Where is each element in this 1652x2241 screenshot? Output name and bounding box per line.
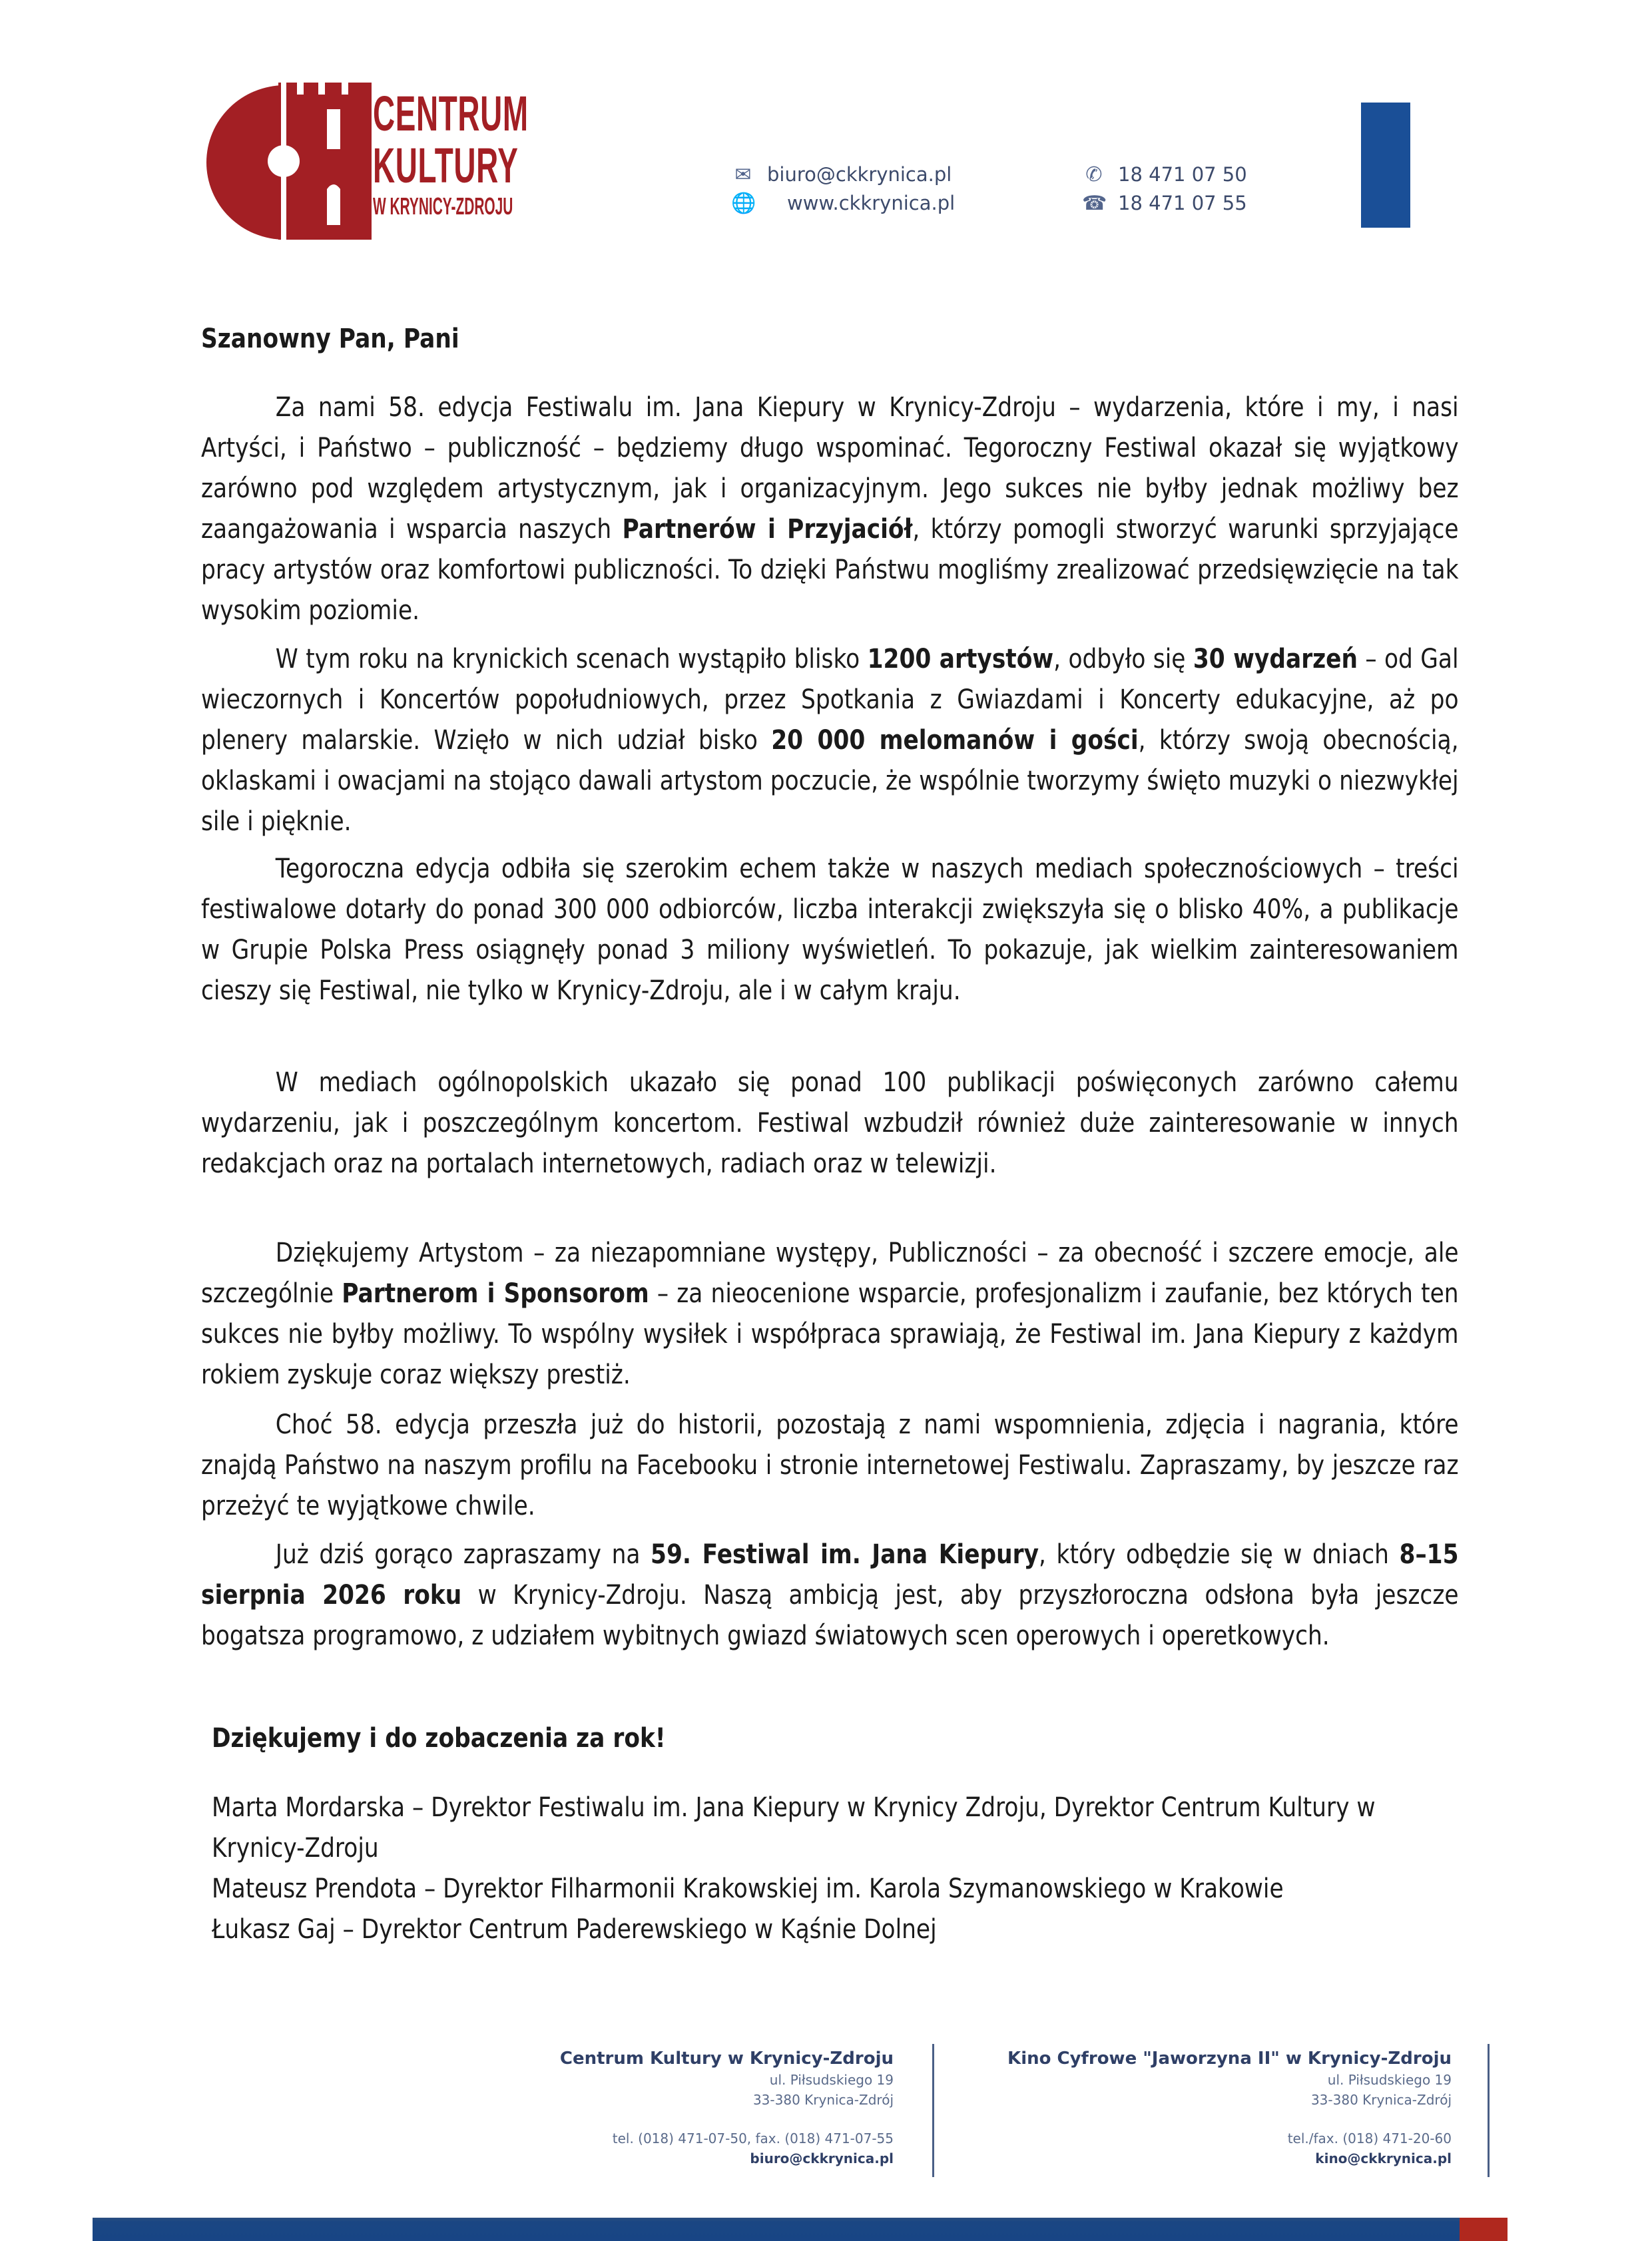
letter-closing: Dziękujemy i do zobaczenia za rok! xyxy=(212,1723,666,1754)
footer-city: 33-380 Krynica-Zdrój xyxy=(1310,2092,1452,2108)
footer-org-name: Centrum Kultury w Krynicy-Zdroju xyxy=(559,2049,894,2069)
footer-bar xyxy=(93,2218,1460,2241)
letter-greeting: Szanowny Pan, Pani xyxy=(201,324,459,354)
paragraph-text: W tym roku na krynickich scenach wystąpiło blisko xyxy=(275,644,868,674)
logo-wordmark xyxy=(373,88,533,221)
paragraph xyxy=(201,1405,1459,1527)
paragraph xyxy=(201,639,1459,842)
emphasis-text: 1200 artystów xyxy=(867,644,1054,674)
envelope-icon: ✉ xyxy=(734,163,752,186)
footer-street: ul. Piłsudskiego 19 xyxy=(769,2072,894,2088)
logo-line-3: W KRYNICY-ZDROJU xyxy=(373,192,513,220)
emphasis-text: 59. Festiwal im. Jana Kiepury xyxy=(651,1539,1039,1570)
header-fax xyxy=(1082,192,1247,215)
footer-email[interactable]: kino@ckkrynica.pl xyxy=(1315,2150,1452,2166)
paragraph-text: – za nieocenione wsparcie, profesjonalizm i zaufanie, bez których ten sukces nie byłby możliwy. To wspólny wysiłek i współpraca sprawiają, że Festiwal im. Jana Kiepury z każdym rokiem zyskuje coraz większy prestiż. xyxy=(201,1278,1459,1390)
header-email[interactable] xyxy=(731,163,952,186)
paragraph-text: Tegoroczna edycja odbiła się szerokim echem także w naszych mediach społecznościowych – treści festiwalowe dotarły do ponad 300 000 odbiorców, liczba interakcji zwiększyła się o blisko 40%, a publikacje w Grupie Polska Press osiągnęły ponad 3 miliony wyświetleń. To pokazuje, jak wielkim zainteresowaniem cieszy się Festiwal, nie tylko w Krynicy-Zdroju, ale i w całym kraju. xyxy=(201,854,1459,1006)
footer-divider xyxy=(932,2044,934,2177)
paragraph xyxy=(201,1063,1459,1184)
header-email-value[interactable]: biuro@ckkrynica.pl xyxy=(767,163,952,186)
footer-phone: tel./fax. (018) 471-20-60 xyxy=(1287,2130,1452,2146)
footer-city: 33-380 Krynica-Zdrój xyxy=(752,2092,894,2108)
ck-krynica-logo xyxy=(205,83,531,242)
paragraph xyxy=(201,387,1459,631)
fax-icon: ☎ xyxy=(1082,192,1107,215)
footer-phone: tel. (018) 471-07-50, fax. (018) 471-07-55 xyxy=(612,2130,894,2146)
header-accent-bar xyxy=(1361,103,1410,228)
header-fax-value: 18 471 07 55 xyxy=(1118,192,1247,214)
footer-email[interactable]: biuro@ckkrynica.pl xyxy=(750,2150,894,2166)
emphasis-text: Partnerom i Sponsorom xyxy=(342,1278,649,1309)
emphasis-text: Partnerów i Przyjaciół xyxy=(622,514,913,545)
emphasis-text: 20 000 melomanów i gości xyxy=(771,725,1139,756)
footer-divider xyxy=(1488,2044,1490,2177)
paragraph xyxy=(201,1233,1459,1395)
paragraph-text: , którzy pomogli stworzyć warunki sprzyjające pracy artystów oraz komfortowi publiczności. To dzięki Państwu mogliśmy zrealizować przedsięwzięcie na tak wysokim poziomie. xyxy=(201,514,1459,626)
logo-line-2: KULTURY xyxy=(373,138,519,193)
header-phone-value: 18 471 07 50 xyxy=(1118,163,1247,186)
paragraph xyxy=(201,1535,1459,1656)
paragraph-text: Za nami 58. edycja Festiwalu im. Jana Kiepury w Krynicy-Zdroju – wydarzenia, które i my, i nasi Artyści, i Państwo – publiczność – będziemy długo wspominać. Tegoroczny Festiwal okazał się wyjątkowy zarówno pod względem artystycznym, jak i organizacyjnym. Jego sukces nie byłby jednak możliwy bez zaangażowania i wsparcia naszych xyxy=(201,392,1459,545)
paragraph-text: , którzy swoją obecnością, oklaskami i owacjami na stojąco dawali artystom poczucie, że wspólnie tworzymy święto muzyki o niezwykłej sile i pięknie. xyxy=(201,725,1459,837)
paragraph-text: W mediach ogólnopolskich ukazało się ponad 100 publikacji poświęconych zarówno całemu wydarzeniu, jak i poszczególnym koncertom. Festiwal wzbudził również duże zainteresowanie w innych redakcjach oraz na portalach internetowych, radiach oraz w telewizji. xyxy=(201,1067,1459,1179)
paragraph-text: Już dziś gorąco zapraszamy na xyxy=(275,1539,651,1570)
footer-bar-accent xyxy=(1460,2218,1508,2241)
footer-block-centrum-kultury xyxy=(533,2047,894,2168)
emphasis-text: 30 wydarzeń xyxy=(1193,644,1358,674)
paragraph-text: Choć 58. edycja przeszła już do historii, pozostają z nami wspomnienia, zdjęcia i nagrania, które znajdą Państwo na naszym profilu na Facebooku i stronie internetowej Festiwalu. Zapraszamy, by jeszcze raz przeżyć te wyjątkowe chwile. xyxy=(201,1409,1459,1521)
globe-icon: 🌐 xyxy=(731,192,756,215)
paragraph-text: , który odbędzie się w dniach xyxy=(1039,1539,1400,1570)
footer-block-kino xyxy=(972,2047,1452,2168)
signature-line: Mateusz Prendota – Dyrektor Filharmonii Krakowskiej im. Karola Szymanowskiego w Krakowie xyxy=(212,1873,1284,1904)
signature-line: Marta Mordarska – Dyrektor Festiwalu im. Jana Kiepury w Krynicy Zdroju, Dyrektor Centrum Kultury w Krynicy-Zdroju xyxy=(212,1792,1376,1864)
signature-line: Łukasz Gaj – Dyrektor Centrum Paderewskiego w Kąśnie Dolnej xyxy=(212,1914,937,1945)
logo-line-1: CENTRUM xyxy=(373,86,529,141)
paragraph-text: w Krynicy-Zdroju. Naszą ambicją jest, aby przyszłoroczna odsłona była jeszcze bogatsza programowo, z udziałem wybitnych gwiazd światowych scen operowych i operetkowych. xyxy=(201,1580,1459,1651)
paragraph-text: , odbyło się xyxy=(1053,644,1193,674)
paragraph-text: Dziękujemy Artystom – za niezapomniane występy, Publiczności – za obecność i szczere emocje, ale szczególnie xyxy=(201,1238,1459,1309)
footer-street: ul. Piłsudskiego 19 xyxy=(1327,2072,1452,2088)
header-phone xyxy=(1082,163,1247,186)
phone-icon: ✆ xyxy=(1085,163,1103,186)
paragraph-text: – od Gal wieczornych i Koncertów popołudniowych, przez Spotkania z Gwiazdami i Koncerty edukacyjne, aż po plenery malarskie. Wzięło w nich udział bisko xyxy=(201,644,1459,756)
header-website[interactable] xyxy=(731,192,955,215)
footer-org-name: Kino Cyfrowe "Jaworzyna II" w Krynicy-Zdroju xyxy=(1007,2049,1452,2069)
emphasis-text: 8–15 sierpnia 2026 roku xyxy=(201,1539,1459,1611)
paragraph xyxy=(201,849,1459,1011)
header-website-value[interactable]: www.ckkrynica.pl xyxy=(787,192,956,214)
